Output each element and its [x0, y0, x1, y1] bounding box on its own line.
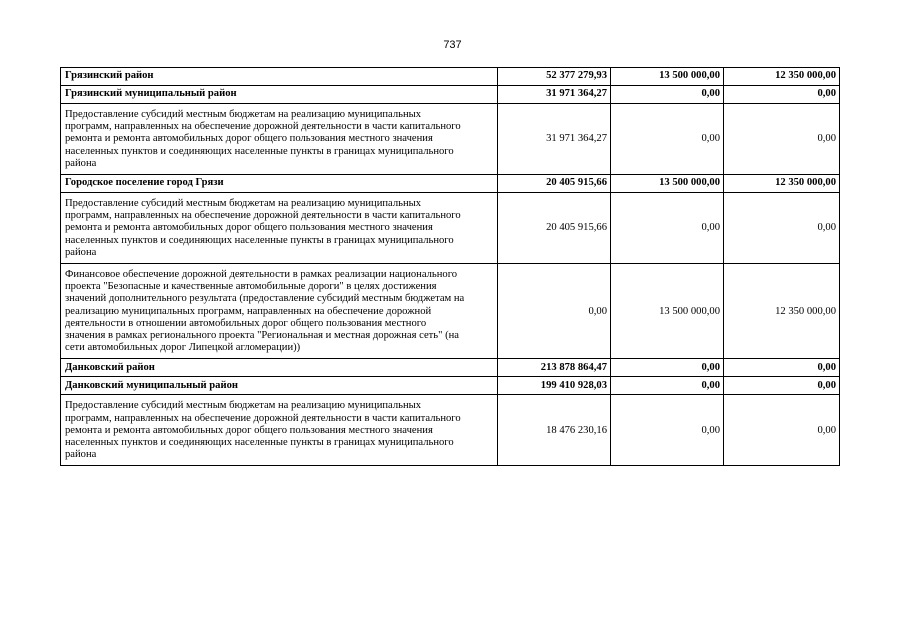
row-name: Городское поселение город Грязи	[61, 175, 498, 193]
page-number: 737	[443, 39, 462, 51]
row-value-year3: 0,00	[724, 104, 840, 175]
table-row	[61, 193, 840, 264]
row-name: Данковский район	[61, 359, 498, 377]
table-row	[61, 86, 840, 104]
row-value-year2: 0,00	[611, 377, 724, 395]
row-value-year1: 31 971 364,27	[498, 86, 611, 104]
row-value-year3: 12 350 000,00	[724, 68, 840, 86]
row-value-year2: 0,00	[611, 104, 724, 175]
row-value-year3: 0,00	[724, 377, 840, 395]
table-row	[61, 377, 840, 395]
row-name: Грязинский муниципальный район	[61, 86, 498, 104]
row-value-year2: 13 500 000,00	[611, 68, 724, 86]
budget-table	[60, 67, 840, 466]
table-row	[61, 264, 840, 359]
row-value-year2: 0,00	[611, 395, 724, 466]
row-value-year1: 20 405 915,66	[498, 175, 611, 193]
row-value-year3: 0,00	[724, 395, 840, 466]
table-row	[61, 359, 840, 377]
row-value-year2: 0,00	[611, 193, 724, 264]
row-value-year2: 0,00	[611, 359, 724, 377]
row-value-year2: 13 500 000,00	[611, 175, 724, 193]
row-value-year3: 12 350 000,00	[724, 264, 840, 359]
row-name: Предоставление субсидий местным бюджетам на реализацию муниципальных программ, направленных на обеспечение дорожной деятельности в части капитального ремонта и ремонта автомобильных дорог общего пользования местного значения населенных пунктов и соединяющих населенные пункты в границах муниципального района	[61, 193, 498, 264]
row-value-year1: 31 971 364,27	[498, 104, 611, 175]
row-value-year1: 0,00	[498, 264, 611, 359]
table-row	[61, 175, 840, 193]
row-value-year1: 213 878 864,47	[498, 359, 611, 377]
row-value-year1: 18 476 230,16	[498, 395, 611, 466]
row-value-year1: 52 377 279,93	[498, 68, 611, 86]
row-name: Предоставление субсидий местным бюджетам на реализацию муниципальных программ, направленных на обеспечение дорожной деятельности в части капитального ремонта и ремонта автомобильных дорог общего пользования местного значения населенных пунктов и соединяющих населенные пункты в границах муниципального района	[61, 104, 498, 175]
row-value-year1: 199 410 928,03	[498, 377, 611, 395]
row-name: Данковский муниципальный район	[61, 377, 498, 395]
table-row	[61, 68, 840, 86]
row-name: Грязинский район	[61, 68, 498, 86]
row-value-year3: 0,00	[724, 359, 840, 377]
row-value-year1: 20 405 915,66	[498, 193, 611, 264]
row-value-year3: 12 350 000,00	[724, 175, 840, 193]
row-value-year3: 0,00	[724, 86, 840, 104]
row-value-year3: 0,00	[724, 193, 840, 264]
row-value-year2: 13 500 000,00	[611, 264, 724, 359]
table-row	[61, 104, 840, 175]
row-value-year2: 0,00	[611, 86, 724, 104]
table-row	[61, 395, 840, 466]
row-name: Предоставление субсидий местным бюджетам на реализацию муниципальных программ, направленных на обеспечение дорожной деятельности в части капитального ремонта и ремонта автомобильных дорог общего пользования местного значения населенных пунктов и соединяющих населенные пункты в границах муниципального района	[61, 395, 498, 466]
row-name: Финансовое обеспечение дорожной деятельности в рамках реализации национального проекта "Безопасные и качественные автомобильные дороги" в целях достижения значений дополнительного результата (предоставление субсидий местным бюджетам на реализацию муниципальных программ, направленных на обеспечение дорожной деятельности в отношении автомобильных дорог общего пользования местного значения в рамках регионального проекта "Региональная и местная дорожная сеть" (на сети автомобильных дорог Липецкой агломерации))	[61, 264, 498, 359]
